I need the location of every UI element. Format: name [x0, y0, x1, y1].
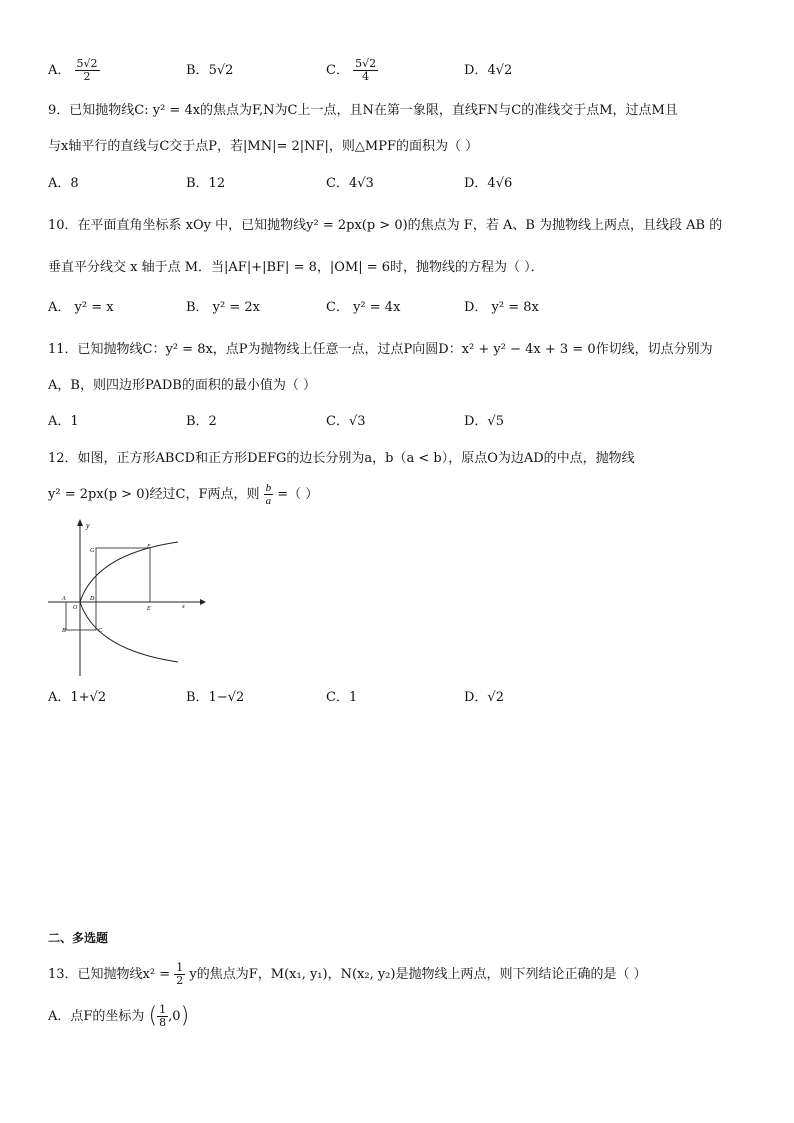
q11-option-d: D．√5: [464, 414, 504, 429]
section-title-multi-choice: 二、多选题: [48, 931, 109, 945]
q11-stem-line1: 11．已知抛物线C：y² = 8x，点P为抛物线上任意一点，过点P向圆D：x² + y² − 4x + 3 = 0作切线，切点分别为: [48, 342, 713, 357]
numerator: b: [265, 482, 272, 494]
denominator: 2: [176, 974, 184, 987]
label-f: F: [147, 544, 151, 550]
fraction-b-over-a: [264, 482, 274, 507]
label-c: C: [98, 628, 103, 634]
q9-option-a: A．8: [48, 176, 79, 191]
fraction: [353, 58, 378, 83]
q11-stem-line2: A，B，则四边形PADB的面积的最小值为（ ）: [48, 378, 316, 393]
q12-stem-line2: [48, 482, 318, 507]
square-abcd: [66, 602, 96, 630]
q12-line2-post: =（ ）: [277, 487, 319, 502]
q11-option-c: C．√3: [326, 414, 366, 429]
option-text: 4√2: [487, 63, 513, 78]
q9-option-b: B．12: [186, 176, 226, 191]
q12-line2-pre: y² = 2px(p > 0)经过C，F两点，则: [48, 487, 260, 502]
q8-option-a: [48, 58, 100, 83]
label-g: G: [90, 548, 95, 554]
option-letter: B．: [186, 63, 209, 78]
q9-option-d: D．4√6: [464, 176, 513, 191]
option-letter: A．: [48, 63, 71, 78]
q9-option-c: C．4√3: [326, 176, 374, 191]
numerator: 5√2: [355, 57, 377, 70]
q8-option-d: [464, 61, 512, 81]
q10-stem-line1: 10．在平面直角坐标系 xOy 中，已知抛物线y² = 2px(p > 0)的焦点为 F，若 A、B 为抛物线上两点，且线段 AB 的: [48, 218, 723, 233]
q10-option-a: A． y² = x: [48, 300, 114, 315]
q12-stem-line1: 12．如图，正方形ABCD和正方形DEFG的边长分别为a，b（a < b），原点O为边AD的中点，抛物线: [48, 451, 635, 466]
label-e: E: [147, 606, 151, 612]
q8-option-b: [186, 61, 233, 81]
q10-option-b: B． y² = 2x: [186, 300, 261, 315]
label-o: O: [73, 605, 78, 611]
q12-option-d: D．√2: [464, 690, 504, 705]
square-defg: [96, 548, 150, 602]
left-paren: (: [148, 1003, 158, 1029]
q12-parabola-figure: [46, 518, 206, 678]
fraction-one-half: [174, 962, 185, 987]
x-axis-arrow: [200, 599, 206, 605]
label-d: D: [90, 596, 95, 602]
fraction: [75, 58, 100, 83]
q12-option-c: C．1: [326, 690, 358, 705]
label-y: y: [86, 521, 90, 530]
denominator: 2: [83, 70, 91, 83]
q8-option-c: [326, 58, 378, 83]
q9-stem-line2: 与x轴平行的直线与C交于点P，若|MN|= 2|NF|，则△MPF的面积为（ ）: [48, 139, 479, 154]
label-x: x: [182, 604, 185, 610]
q10-option-c: C． y² = 4x: [326, 300, 401, 315]
fraction-one-eighth: [157, 1004, 168, 1029]
option-text: 5√2: [208, 63, 234, 78]
q13-option-a-post: ,0: [168, 1009, 181, 1024]
denominator: 4: [362, 70, 370, 83]
q13-line1-pre: 13．已知抛物线x² =: [48, 967, 171, 982]
q13-stem-line1: [48, 962, 647, 987]
q13-option-a: [48, 1004, 189, 1029]
label-a: A: [62, 596, 66, 602]
q13-line1-post: y的焦点为F，M(x₁, y₁)，N(x₂, y₂)是抛物线上两点，则下列结论正确的是（ ）: [189, 967, 647, 982]
q10-stem-line2: 垂直平分线交 x 轴于点 M．当|AF|+|BF| = 8，|OM| = 6时，抛物线的方程为（ ）．: [48, 260, 544, 275]
numerator: 5√2: [76, 57, 98, 70]
numerator: 1: [176, 961, 184, 974]
q10-option-d: D． y² = 8x: [464, 300, 539, 315]
label-b: B: [62, 628, 66, 634]
q11-option-b: B．2: [186, 414, 217, 429]
option-letter: C．: [326, 63, 349, 78]
q12-option-b: B．1−√2: [186, 690, 245, 705]
q9-stem-line1: 9．已知抛物线C: y² = 4x的焦点为F,N为C上一点，且N在第一象限，直线FN与C的准线交于点M，过点M且: [48, 103, 678, 118]
denominator: 8: [159, 1016, 167, 1029]
q13-option-a-pre: A．点F的坐标为: [48, 1009, 145, 1024]
option-letter: D．: [464, 63, 488, 78]
denominator: a: [265, 495, 272, 507]
y-axis-arrow: [77, 519, 83, 526]
q11-option-a: A．1: [48, 414, 79, 429]
q12-option-a: A．1+√2: [48, 690, 107, 705]
numerator: 1: [159, 1003, 167, 1016]
right-paren: ): [180, 1003, 190, 1029]
